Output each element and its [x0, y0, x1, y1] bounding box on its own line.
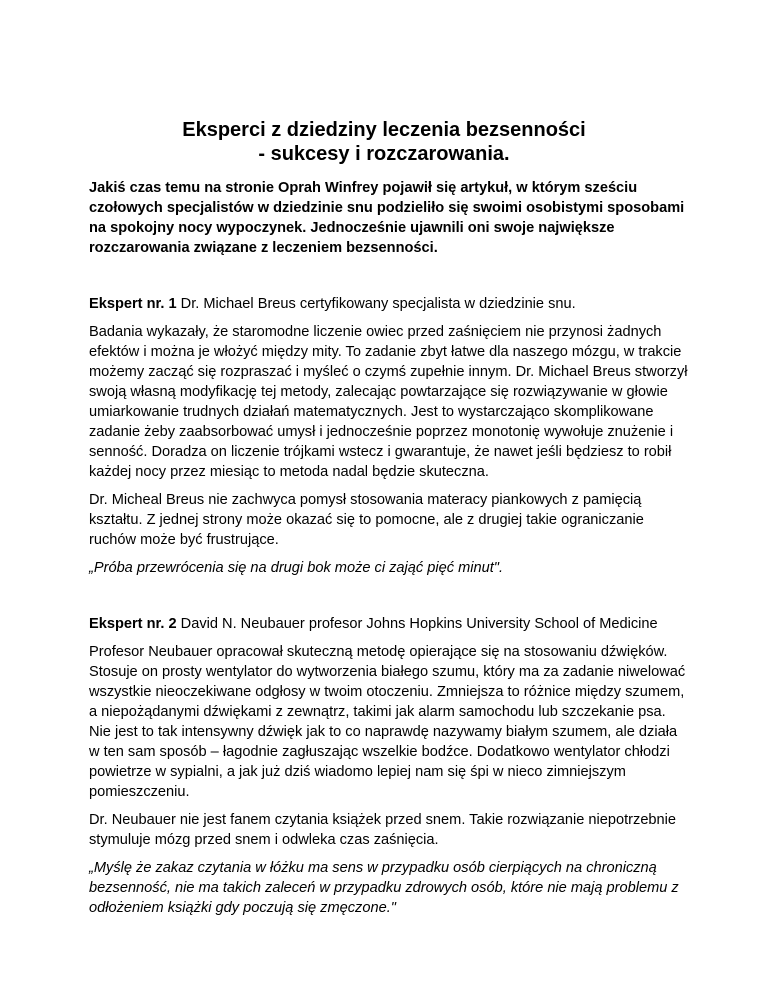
expert-1-quote: „Próba przewrócenia się na drugi bok może ci zająć pięć minut". [89, 560, 503, 576]
expert-1-label: Ekspert nr. 1 [89, 296, 177, 312]
intro-paragraph: Jakiś czas temu na stronie Oprah Winfrey pojawił się artykuł, w którym sześciu czołowych specjalistów w dziedzinie snu podzieliło się swoimi osobistymi sposobami na spokojny nocy wypoczynek. Jednocześnie ujawnili oni swoje największe rozczarowania związane z leczeniem bezsenności. [89, 180, 685, 256]
expert-2-paragraph-1: Profesor Neubauer opracował skuteczną metodę opierające się na stosowaniu dźwięków. Stosuje on prosty wentylator do wytworzenia białego szumu, który ma za zadanie niwelować wszystkie nieoczekiwane odgłosy w twoim otoczeniu. Zmniejsza to różnice między szumem, a niepożądanymi dźwiękami z zewnątrz, takimi jak alarm samochodu lub szczekanie psa. Nie jest to tak intensywny dźwięk jak to co naprawdę nazywamy białym szumem, ale działa w ten sam sposób – łagodnie zagłuszając wszelkie bodźce. Dodatkowo wentylator chłodzi powietrze w sypialni, a jak już dziś wiadomo lepiej nam się śpi w nieco zimniejszym pomieszczeniu. [89, 644, 686, 800]
expert-1-paragraph-1: Badania wykazały, że staromodne liczenie owiec przed zaśnięciem nie przynosi żadnych efektów i można je włożyć między mity. To zadanie zbyt łatwe dla naszego mózgu, w trakcie możemy zacząć się rozpraszać i myśleć o czymś zupełnie innym. Dr. Michael Breus stworzył swoją własną modyfikację tej metody, zalecając powtarzające się rozwiązywanie w głowie umiarkowanie trudnych działań matematycznych. Jest to wystarczająco skomplikowane zadanie żeby zaabsorbować umysł i jednocześnie poprzez monotonię wywołuje znużenie i senność. Doradza on liczenie trójkami wstecz i gwarantuje, że nawet jeśli będziesz to robił każdej nocy przez miesiąc to metoda nadal będzie skuteczna. [89, 324, 688, 480]
expert-2-quote: „Myślę że zakaz czytania w łóżku ma sens w przypadku osób cierpiących na chroniczną bezsenność, nie ma takich zaleceń w przypadku zdrowych osób, które nie mają problemu z odłożeniem książki gdy poczują się zmęczone." [89, 860, 679, 916]
title-line-2: - sukcesy i rozczarowania. [258, 143, 510, 165]
document-title [0, 118, 768, 166]
expert-1-heading [89, 294, 689, 314]
expert-1-name: Dr. Michael Breus certyfikowany specjalista w dziedzinie snu. [180, 296, 576, 312]
expert-2-paragraph-2: Dr. Neubauer nie jest fanem czytania książek przed snem. Takie rozwiązanie niepotrzebnie stymuluje mózg przed snem i odwleka czas zaśnięcia. [89, 812, 677, 848]
expert-1-paragraph-2: Dr. Micheal Breus nie zachwyca pomysł stosowania materacy piankowych z pamięcią kształtu. Z jednej strony może okazać się to pomocne, ale z drugiej takie ograniczanie ruchów może być frustrujące. [89, 492, 644, 548]
document-body [89, 178, 689, 918]
expert-2-label: Ekspert nr. 2 [89, 616, 177, 632]
title-line-1: Eksperci z dziedziny leczenia bezsenności [182, 119, 586, 141]
expert-2-name: David N. Neubauer profesor Johns Hopkins University School of Medicine [180, 616, 658, 632]
expert-2-heading [89, 614, 689, 634]
